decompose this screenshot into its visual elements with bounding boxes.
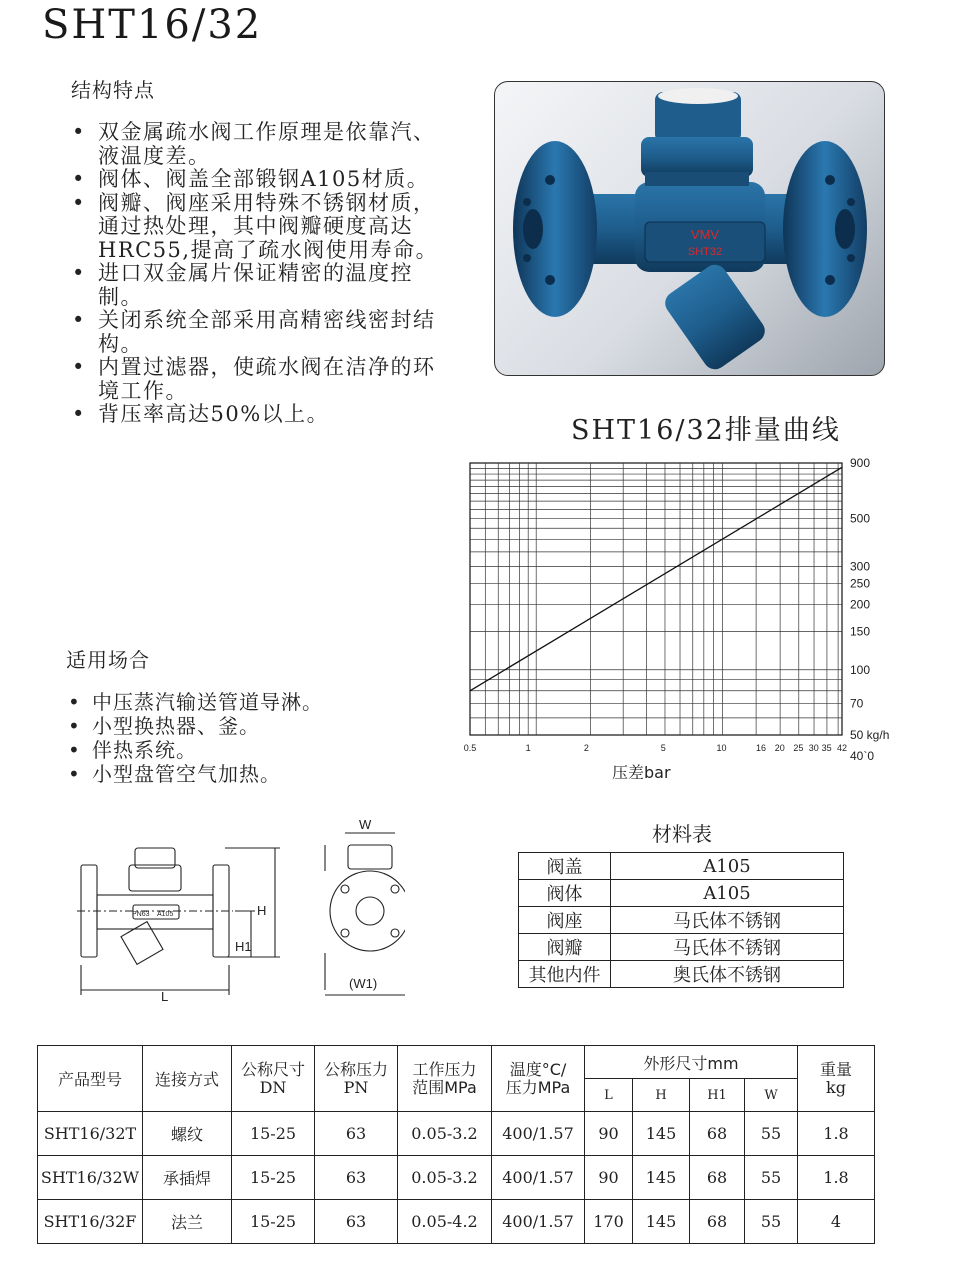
dimension-drawing bbox=[75, 815, 405, 1010]
header-weight: 重量 kg bbox=[798, 1046, 875, 1112]
features-list bbox=[70, 121, 450, 427]
table-row: SHT16/32T 螺纹 15-25 63 0.05-3.2 400/1.57 90 145 68 55 1.8 bbox=[38, 1112, 875, 1156]
capacity-chart bbox=[460, 455, 940, 785]
materials-title: 材料表 bbox=[652, 822, 712, 846]
y-tick-label: 300 bbox=[850, 559, 871, 574]
material-part: 阀瓣 bbox=[519, 934, 611, 961]
dim-w-label: W bbox=[359, 817, 372, 832]
material-part: 阀体 bbox=[519, 880, 611, 907]
material-value: 马氏体不锈钢 bbox=[611, 907, 844, 934]
table-header-row bbox=[38, 1046, 875, 1079]
dim-l-label: L bbox=[161, 989, 169, 1004]
chart-x-label: 压差bar bbox=[612, 763, 671, 782]
header-w: W bbox=[745, 1079, 798, 1112]
table-row bbox=[519, 907, 844, 934]
y-tick-label: 50 kg/h bbox=[850, 728, 890, 742]
x-tick-label: 0.5 bbox=[463, 743, 477, 753]
x-tick-label: 1 bbox=[525, 743, 531, 753]
feature-item: • 阀瓣、阀座采用特殊不锈钢材质，通过热处理，其中阀瓣硬度高达HRC55,提高了疏水阀使用寿命。 bbox=[70, 192, 450, 263]
chart-title: SHT16/32排量曲线 bbox=[571, 415, 841, 446]
material-part: 阀盖 bbox=[519, 853, 611, 880]
feature-item: • 阀体、阀盖全部锻钢A105材质。 bbox=[70, 168, 450, 192]
chart-grid bbox=[470, 463, 842, 735]
table-row bbox=[519, 853, 844, 880]
spec-table bbox=[37, 1045, 875, 1244]
application-item: • 小型盘管空气加热。 bbox=[66, 762, 426, 786]
application-item: • 伴热系统。 bbox=[66, 738, 426, 762]
header-model: 产品型号 bbox=[38, 1046, 143, 1112]
steam-trap-illustration bbox=[495, 82, 884, 375]
y-tick-label: 500 bbox=[850, 511, 871, 526]
x-tick-label: 5 bbox=[660, 743, 666, 753]
table-row: SHT16/32F 法兰 15-25 63 0.05-4.2 400/1.57 170 145 68 55 4 bbox=[38, 1200, 875, 1244]
plate-model: SHT32 bbox=[687, 246, 723, 258]
y-tick-label: 200 bbox=[850, 597, 871, 612]
material-value: A105 bbox=[611, 853, 844, 880]
applications-heading: 适用场合 bbox=[66, 648, 150, 672]
feature-item: • 进口双金属片保证精密的温度控制。 bbox=[70, 262, 450, 309]
x-tick-label: 42 bbox=[836, 743, 848, 753]
chart-frame bbox=[470, 463, 842, 735]
dim-h1-label: H1 bbox=[235, 939, 252, 954]
chart-y-ticks bbox=[850, 456, 889, 763]
header-l: L bbox=[585, 1079, 633, 1112]
header-connection: 连接方式 bbox=[143, 1046, 232, 1112]
table-row bbox=[519, 934, 844, 961]
application-item: • 小型换热器、釜。 bbox=[66, 714, 426, 738]
y-tick-label: 40`0 bbox=[850, 748, 875, 763]
dim-h-label: H bbox=[257, 903, 267, 918]
header-dims: 外形尺寸mm bbox=[585, 1046, 798, 1079]
feature-item: • 背压率高达50%以上。 bbox=[70, 403, 450, 427]
y-tick-label: 250 bbox=[850, 576, 871, 591]
material-part: 阀座 bbox=[519, 907, 611, 934]
feature-item: • 关闭系统全部采用高精密线密封结构。 bbox=[70, 309, 450, 356]
material-value: 马氏体不锈钢 bbox=[611, 934, 844, 961]
x-tick-label: 16 bbox=[755, 743, 766, 753]
dim-w1-label: (W1) bbox=[349, 976, 378, 991]
y-tick-label: 100 bbox=[850, 662, 871, 677]
x-tick-label: 2 bbox=[583, 743, 589, 753]
material-value: A105 bbox=[611, 880, 844, 907]
page-title: SHT16/32 bbox=[42, 2, 263, 48]
x-tick-label: 25 bbox=[793, 743, 804, 753]
table-row bbox=[519, 961, 844, 988]
plate-material: A105 bbox=[157, 911, 174, 918]
header-h1: H1 bbox=[690, 1079, 745, 1112]
material-value: 奥氏体不锈钢 bbox=[611, 961, 844, 988]
x-tick-label: 20 bbox=[774, 743, 785, 753]
capacity-line bbox=[470, 467, 842, 690]
applications-list bbox=[66, 690, 426, 786]
feature-item: • 内置过滤器，使疏水阀在洁净的环境工作。 bbox=[70, 356, 450, 403]
y-tick-label: 900 bbox=[850, 456, 871, 470]
table-row: SHT16/32W 承插焊 15-25 63 0.05-3.2 400/1.57 90 145 68 55 1.8 bbox=[38, 1156, 875, 1200]
header-working-pressure: 工作压力 范围MPa bbox=[398, 1046, 492, 1112]
x-tick-label: 10 bbox=[716, 743, 727, 753]
material-part: 其他内件 bbox=[519, 961, 611, 988]
product-photo bbox=[494, 81, 885, 376]
header-temp-pressure: 温度°C/ 压力MPa bbox=[492, 1046, 585, 1112]
table-row bbox=[519, 880, 844, 907]
y-tick-label: 70 bbox=[850, 696, 864, 711]
feature-item: • 双金属疏水阀工作原理是依靠汽、液温度差。 bbox=[70, 121, 450, 168]
plate-brand: VMV bbox=[690, 227, 720, 242]
application-item: • 中压蒸汽输送管道导淋。 bbox=[66, 690, 426, 714]
features-heading: 结构特点 bbox=[71, 78, 155, 102]
plate-pn: PN63 bbox=[132, 911, 150, 918]
materials-table bbox=[518, 852, 844, 988]
chart-x-ticks bbox=[464, 743, 847, 753]
header-dn: 公称尺寸 DN bbox=[232, 1046, 315, 1112]
header-pn: 公称压力 PN bbox=[315, 1046, 398, 1112]
header-h: H bbox=[633, 1079, 690, 1112]
y-tick-label: 150 bbox=[850, 624, 871, 639]
x-tick-label: 30 bbox=[808, 743, 819, 753]
x-tick-label: 35 bbox=[821, 743, 832, 753]
